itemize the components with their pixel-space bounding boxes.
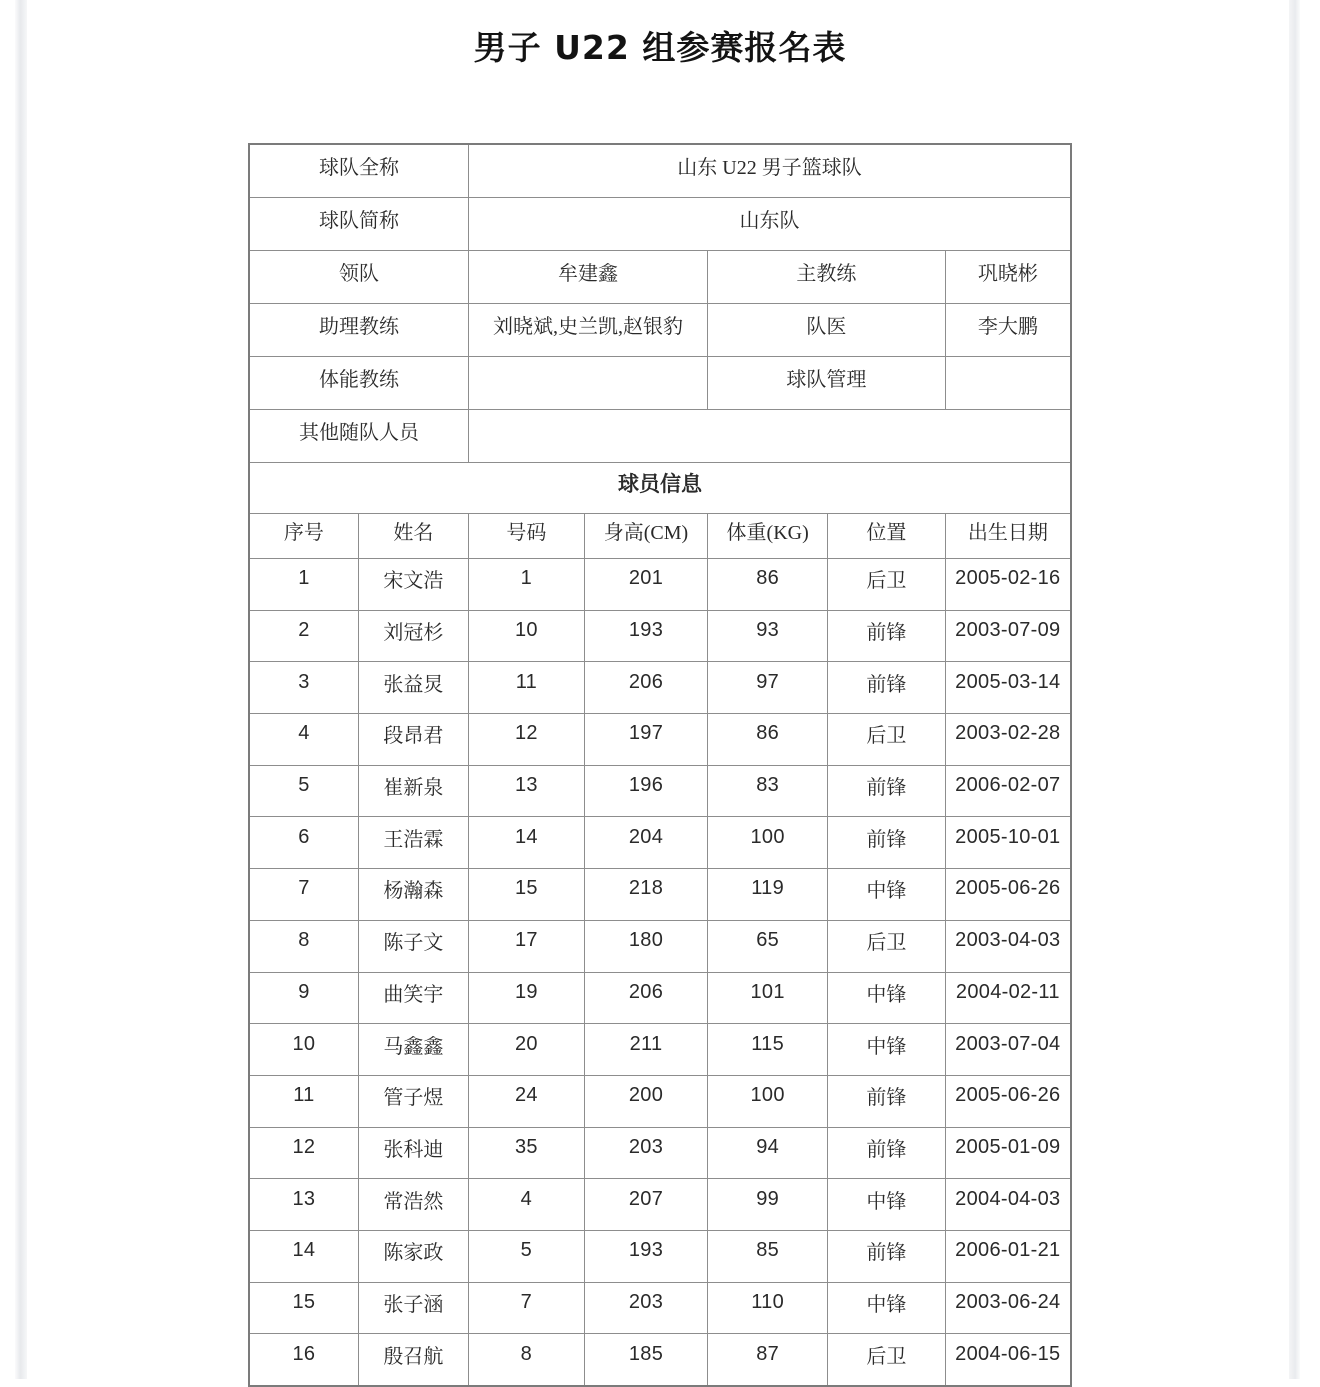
player-cell: 211: [584, 1024, 707, 1076]
team-field-label: 其他随队人员: [249, 410, 468, 463]
player-cell: 中锋: [828, 869, 946, 921]
player-cell: 7: [468, 1282, 584, 1334]
team-row-assistants-doctor: [249, 304, 1071, 357]
team-row-other-staff: [249, 410, 1071, 463]
player-cell: 17: [468, 920, 584, 972]
player-cell: 中锋: [828, 1179, 946, 1231]
player-cell: 85: [708, 1230, 828, 1282]
team-field-value: [945, 357, 1071, 410]
player-cell: 2005-03-14: [945, 662, 1071, 714]
players-section-title: 球员信息: [249, 463, 1071, 514]
player-cell: 杨瀚森: [358, 869, 468, 921]
team-field-value: 巩晓彬: [945, 251, 1071, 304]
player-cell: 218: [584, 869, 707, 921]
player-cell: 2003-02-28: [945, 714, 1071, 766]
player-cell: 11: [249, 1075, 358, 1127]
player-cell: 101: [708, 972, 828, 1024]
player-cell: 2006-01-21: [945, 1230, 1071, 1282]
player-cell: 19: [468, 972, 584, 1024]
player-cell: 9: [249, 972, 358, 1024]
table-row: [249, 1334, 1071, 1386]
player-cell: 中锋: [828, 1024, 946, 1076]
table-row: [249, 1075, 1071, 1127]
column-header: 身高(CM): [584, 514, 707, 559]
player-cell: 200: [584, 1075, 707, 1127]
table-row: [249, 1230, 1071, 1282]
player-cell: 94: [708, 1127, 828, 1179]
table-row: [249, 714, 1071, 766]
player-cell: 110: [708, 1282, 828, 1334]
player-cell: 2: [249, 610, 358, 662]
player-cell: 中锋: [828, 1282, 946, 1334]
player-cell: 87: [708, 1334, 828, 1386]
column-header: 体重(KG): [708, 514, 828, 559]
player-cell: 前锋: [828, 765, 946, 817]
player-cell: 7: [249, 869, 358, 921]
players-body: [249, 559, 1071, 1387]
player-cell: 前锋: [828, 610, 946, 662]
player-cell: 20: [468, 1024, 584, 1076]
player-cell: 2003-06-24: [945, 1282, 1071, 1334]
player-cell: 193: [584, 1230, 707, 1282]
player-cell: 2005-06-26: [945, 869, 1071, 921]
player-cell: 204: [584, 817, 707, 869]
team-field-label: 主教练: [708, 251, 946, 304]
player-cell: 后卫: [828, 714, 946, 766]
player-cell: 86: [708, 714, 828, 766]
player-cell: 193: [584, 610, 707, 662]
player-cell: 12: [468, 714, 584, 766]
player-cell: 宋文浩: [358, 559, 468, 611]
player-cell: 张益炅: [358, 662, 468, 714]
team-row-fitness-manager: [249, 357, 1071, 410]
player-cell: 100: [708, 1075, 828, 1127]
team-field-label: 球队管理: [708, 357, 946, 410]
player-cell: 2005-02-16: [945, 559, 1071, 611]
team-field-value: [468, 357, 707, 410]
player-cell: 97: [708, 662, 828, 714]
column-header: 出生日期: [945, 514, 1071, 559]
player-cell: 11: [468, 662, 584, 714]
player-cell: 2004-04-03: [945, 1179, 1071, 1231]
player-cell: 115: [708, 1024, 828, 1076]
player-cell: 4: [249, 714, 358, 766]
table-row: [249, 559, 1071, 611]
player-cell: 5: [468, 1230, 584, 1282]
table-row: [249, 869, 1071, 921]
player-cell: 后卫: [828, 920, 946, 972]
player-cell: 100: [708, 817, 828, 869]
player-cell: 12: [249, 1127, 358, 1179]
player-cell: 185: [584, 1334, 707, 1386]
player-cell: 86: [708, 559, 828, 611]
table-row: [249, 817, 1071, 869]
player-cell: 刘冠杉: [358, 610, 468, 662]
player-cell: 14: [468, 817, 584, 869]
player-cell: 3: [249, 662, 358, 714]
player-cell: 2005-10-01: [945, 817, 1071, 869]
team-field-value: 山东队: [468, 198, 1071, 251]
player-cell: 5: [249, 765, 358, 817]
team-field-value: [468, 410, 1071, 463]
player-cell: 王浩霖: [358, 817, 468, 869]
player-cell: 张科迪: [358, 1127, 468, 1179]
team-field-value: 山东 U22 男子篮球队: [468, 144, 1071, 198]
player-cell: 曲笑宇: [358, 972, 468, 1024]
player-cell: 2004-06-15: [945, 1334, 1071, 1386]
player-cell: 13: [249, 1179, 358, 1231]
team-row-full-name: [249, 144, 1071, 198]
table-row: [249, 765, 1071, 817]
player-cell: 13: [468, 765, 584, 817]
player-cell: 前锋: [828, 662, 946, 714]
team-field-value: 牟建鑫: [468, 251, 707, 304]
player-cell: 99: [708, 1179, 828, 1231]
player-cell: 后卫: [828, 559, 946, 611]
table-row: [249, 1024, 1071, 1076]
page-right-edge-shadow: [1289, 0, 1300, 1379]
player-cell: 2004-02-11: [945, 972, 1071, 1024]
player-cell: 张子涵: [358, 1282, 468, 1334]
player-cell: 前锋: [828, 817, 946, 869]
player-cell: 陈家政: [358, 1230, 468, 1282]
player-cell: 15: [468, 869, 584, 921]
player-cell: 203: [584, 1127, 707, 1179]
player-cell: 16: [249, 1334, 358, 1386]
player-cell: 207: [584, 1179, 707, 1231]
team-field-label: 队医: [708, 304, 946, 357]
player-cell: 后卫: [828, 1334, 946, 1386]
player-cell: 殷召航: [358, 1334, 468, 1386]
player-cell: 2003-07-09: [945, 610, 1071, 662]
player-cell: 206: [584, 662, 707, 714]
team-field-label: 球队全称: [249, 144, 468, 198]
team-field-label: 球队简称: [249, 198, 468, 251]
player-cell: 管子煜: [358, 1075, 468, 1127]
column-header: 位置: [828, 514, 946, 559]
player-cell: 前锋: [828, 1075, 946, 1127]
player-cell: 前锋: [828, 1127, 946, 1179]
team-field-label: 体能教练: [249, 357, 468, 410]
player-cell: 前锋: [828, 1230, 946, 1282]
player-cell: 马鑫鑫: [358, 1024, 468, 1076]
page-left-edge-shadow: [15, 0, 27, 1379]
team-info-section: [249, 144, 1071, 559]
player-cell: 180: [584, 920, 707, 972]
player-cell: 6: [249, 817, 358, 869]
column-header: 号码: [468, 514, 584, 559]
player-cell: 197: [584, 714, 707, 766]
player-cell: 14: [249, 1230, 358, 1282]
player-cell: 10: [249, 1024, 358, 1076]
team-row-leader-headcoach: [249, 251, 1071, 304]
table-row: [249, 662, 1071, 714]
table-row: [249, 1282, 1071, 1334]
team-field-value: 李大鹏: [945, 304, 1071, 357]
player-cell: 2005-01-09: [945, 1127, 1071, 1179]
table-row: [249, 1179, 1071, 1231]
table-row: [249, 1127, 1071, 1179]
player-cell: 93: [708, 610, 828, 662]
player-cell: 崔新泉: [358, 765, 468, 817]
table-row: [249, 920, 1071, 972]
player-cell: 8: [468, 1334, 584, 1386]
player-cell: 10: [468, 610, 584, 662]
team-row-short-name: [249, 198, 1071, 251]
player-cell: 中锋: [828, 972, 946, 1024]
column-header: 序号: [249, 514, 358, 559]
page-title: 男子 U22 组参赛报名表: [473, 28, 847, 67]
player-cell: 65: [708, 920, 828, 972]
player-cell: 2006-02-07: [945, 765, 1071, 817]
player-cell: 4: [468, 1179, 584, 1231]
team-field-label: 助理教练: [249, 304, 468, 357]
player-cell: 206: [584, 972, 707, 1024]
player-cell: 常浩然: [358, 1179, 468, 1231]
player-cell: 段昂君: [358, 714, 468, 766]
player-cell: 2005-06-26: [945, 1075, 1071, 1127]
player-cell: 2003-04-03: [945, 920, 1071, 972]
player-cell: 24: [468, 1075, 584, 1127]
column-header: 姓名: [358, 514, 468, 559]
player-cell: 2003-07-04: [945, 1024, 1071, 1076]
player-cell: 8: [249, 920, 358, 972]
player-cell: 15: [249, 1282, 358, 1334]
player-cell: 196: [584, 765, 707, 817]
player-cell: 1: [249, 559, 358, 611]
registration-table: [248, 143, 1072, 1387]
player-cell: 35: [468, 1127, 584, 1179]
table-row: [249, 610, 1071, 662]
player-cell: 203: [584, 1282, 707, 1334]
player-cell: 陈子文: [358, 920, 468, 972]
player-cell: 83: [708, 765, 828, 817]
table-row: [249, 972, 1071, 1024]
players-section-header-row: [249, 463, 1071, 514]
team-field-value: 刘晓斌,史兰凯,赵银豹: [468, 304, 707, 357]
player-cell: 201: [584, 559, 707, 611]
player-cell: 119: [708, 869, 828, 921]
player-cell: 1: [468, 559, 584, 611]
players-column-header-row: [249, 514, 1071, 559]
team-field-label: 领队: [249, 251, 468, 304]
